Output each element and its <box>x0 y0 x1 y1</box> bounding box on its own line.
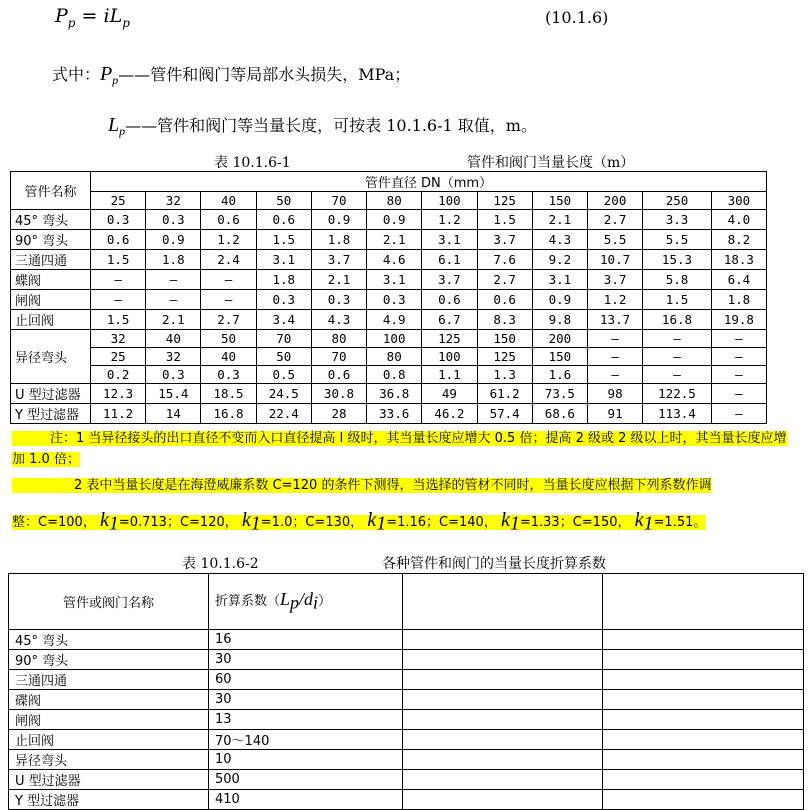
t1-value-cell: — <box>643 348 712 366</box>
t1-value-cell: 0.3 <box>146 366 201 384</box>
table-row <box>9 770 804 790</box>
t2-row-name: 碟阀 <box>9 690 209 710</box>
table-row <box>11 310 767 330</box>
table-row <box>9 650 804 670</box>
t1-value-cell: — <box>711 384 766 404</box>
t1-value-cell: 6.7 <box>422 310 477 330</box>
t2-row-name: Y 型过滤器 <box>9 790 209 810</box>
t1-value-cell: 2.4 <box>201 250 256 270</box>
t1-dn-cell: 32 <box>146 192 201 210</box>
table-row <box>11 210 767 230</box>
t1-value-cell: 2.7 <box>587 210 642 230</box>
t1-value-cell: 68.6 <box>532 404 587 424</box>
t2-row-value: 70～140 <box>209 730 403 750</box>
t1-row-name: Y 型过滤器 <box>11 404 91 424</box>
t1-row-name: U 型过滤器 <box>11 384 91 404</box>
table2-caption-title: 各种管件和阀门的当量长度折算系数 <box>382 556 606 572</box>
t1-value-cell: 32 <box>91 330 146 348</box>
t1-value-cell: 2.7 <box>477 270 532 290</box>
k-symbol: k <box>241 509 251 531</box>
t2-row-value: 30 <box>209 650 403 670</box>
t1-value-cell: 9.2 <box>532 250 587 270</box>
t1-value-cell: 25 <box>91 348 146 366</box>
t1-value-cell: 113.4 <box>643 404 712 424</box>
t2-empty-cell <box>403 650 603 670</box>
table-row <box>11 348 767 366</box>
t2-row-name: U 型过滤器 <box>9 770 209 790</box>
t1-value-cell: 0.3 <box>367 290 422 310</box>
table-row <box>11 404 767 424</box>
t1-value-cell: 2.1 <box>532 210 587 230</box>
t1-dn-cell: 100 <box>422 192 477 210</box>
t1-value-cell: 122.5 <box>643 384 712 404</box>
t1-value-cell: 9.8 <box>532 310 587 330</box>
t1-value-cell: 3.1 <box>532 270 587 290</box>
table-row <box>11 230 767 250</box>
k-subscript: 1 <box>250 512 261 535</box>
t1-value-cell: 3.7 <box>587 270 642 290</box>
t1-value-cell: 0.6 <box>256 210 311 230</box>
t1-value-cell: 0.9 <box>532 290 587 310</box>
t1-value-cell: — <box>711 404 766 424</box>
t2-empty-cell <box>403 790 603 810</box>
t2-row-name: 闸阀 <box>9 710 209 730</box>
t1-value-cell: 1.2 <box>422 210 477 230</box>
equivalent-length-table <box>10 171 767 424</box>
t1-value-cell: 3.7 <box>422 270 477 290</box>
t1-row-name: 止回阀 <box>11 310 91 330</box>
table-row <box>9 690 804 710</box>
table-row <box>11 250 767 270</box>
t1-value-cell: 1.8 <box>146 250 201 270</box>
t1-value-cell: — <box>711 330 766 348</box>
t1-value-cell: — <box>643 330 712 348</box>
t1-value-cell: 4.9 <box>367 310 422 330</box>
t1-row-name: 45° 弯头 <box>11 210 91 230</box>
t1-value-cell: 1.1 <box>422 366 477 384</box>
t2-empty-cell <box>403 670 603 690</box>
coefficient-k: =0.713； <box>118 515 180 530</box>
t1-value-cell: 0.3 <box>91 210 146 230</box>
where-line: 式中：$P_p——$管件和阀门等局部水头损失，MPa； <box>52 63 411 88</box>
t2-row-value: 500 <box>209 770 403 790</box>
t1-value-cell: 12.3 <box>91 384 146 404</box>
t1-value-cell: 18.3 <box>711 250 766 270</box>
t2-empty-cell <box>603 770 804 790</box>
t1-value-cell: 6.1 <box>422 250 477 270</box>
t1-value-cell: 28 <box>311 404 366 424</box>
t1-value-cell: 46.2 <box>422 404 477 424</box>
t1-value-cell: 0.9 <box>367 210 422 230</box>
k-symbol: k <box>367 509 377 531</box>
t1-value-cell: 15.4 <box>146 384 201 404</box>
t1-value-cell: 0.6 <box>201 210 256 230</box>
t2-row-value: 60 <box>209 670 403 690</box>
t1-value-cell: 1.8 <box>311 230 366 250</box>
t1-value-cell: 98 <box>587 384 642 404</box>
t1-value-cell: 0.9 <box>146 230 201 250</box>
note-1: 注：1 当异径接头的出口直径不变而入口直径提高 I 级时，其当量长度应增大 0.5 倍；提高 2 级或 2 级以上时，其当量长度应增加 1.0 倍； <box>12 431 787 467</box>
t2-empty-cell <box>603 710 804 730</box>
t1-value-cell: — <box>643 366 712 384</box>
t2-empty-cell <box>603 574 804 630</box>
t1-dn-cell: 125 <box>477 192 532 210</box>
t1-value-cell: — <box>201 270 256 290</box>
t1-value-cell: 5.5 <box>643 230 712 250</box>
t1-value-cell: 4.0 <box>711 210 766 230</box>
t1-value-cell: 0.6 <box>311 366 366 384</box>
t2-empty-cell <box>403 750 603 770</box>
t1-value-cell: — <box>711 348 766 366</box>
t1-value-cell: 150 <box>532 348 587 366</box>
t1-value-cell: 8.3 <box>477 310 532 330</box>
t1-value-cell: 33.6 <box>367 404 422 424</box>
coefficient-k: =1.33； <box>519 515 573 530</box>
t1-value-cell: 0.5 <box>256 366 311 384</box>
t2-empty-cell <box>403 574 603 630</box>
table1-caption-id: 表 10.1.6-1 <box>214 155 291 171</box>
t2-row-value: 10 <box>209 750 403 770</box>
t1-value-cell: 3.1 <box>367 270 422 290</box>
t1-value-cell: 0.3 <box>256 290 311 310</box>
t1-value-cell: 50 <box>201 330 256 348</box>
t1-value-cell: 0.3 <box>311 290 366 310</box>
t1-value-cell: — <box>587 348 642 366</box>
t2-header-name: 管件或阀门名称 <box>9 574 209 630</box>
t1-value-cell: 1.5 <box>643 290 712 310</box>
t1-value-cell: 22.4 <box>256 404 311 424</box>
t1-value-cell: — <box>201 290 256 310</box>
coefficient-k: =1.0； <box>260 515 306 530</box>
t1-dn-cell: 70 <box>311 192 366 210</box>
t1-value-cell: 6.4 <box>711 270 766 290</box>
t1-value-cell: 80 <box>367 348 422 366</box>
t1-value-cell: 3.7 <box>311 250 366 270</box>
t1-value-cell: 7.6 <box>477 250 532 270</box>
table-row <box>9 750 804 770</box>
t1-value-cell: 0.6 <box>422 290 477 310</box>
t2-empty-cell <box>403 710 603 730</box>
t1-value-cell: 1.6 <box>532 366 587 384</box>
t1-value-cell: 13.7 <box>587 310 642 330</box>
t1-value-cell: 1.2 <box>587 290 642 310</box>
t1-value-cell: 70 <box>256 330 311 348</box>
t2-empty-cell <box>603 690 804 710</box>
t1-row-name: 三通四通 <box>11 250 91 270</box>
t1-value-cell: 2.7 <box>201 310 256 330</box>
coefficient-c: C=120， <box>179 515 238 530</box>
lp-definition: $L_p——$管件和阀门等当量长度，可按表 10.1.6-1 取值，m。 <box>108 114 537 139</box>
t1-value-cell: 11.2 <box>91 404 146 424</box>
t1-value-cell: 30.8 <box>311 384 366 404</box>
t1-value-cell: 5.5 <box>587 230 642 250</box>
t1-value-cell: 3.3 <box>643 210 712 230</box>
t1-value-cell: 2.1 <box>146 310 201 330</box>
t1-dn-cell: 80 <box>367 192 422 210</box>
t1-value-cell: 3.7 <box>477 230 532 250</box>
t1-value-cell: 0.2 <box>91 366 146 384</box>
t1-value-cell: — <box>146 270 201 290</box>
note-2: 2 表中当量长度是在海澄威廉系数 C=120 的条件下测得，当选择的管材不同时，当量长度应根据下列系数作调 <box>12 478 711 493</box>
t1-dn-cell: 25 <box>91 192 146 210</box>
t2-empty-cell <box>603 790 804 810</box>
t1-value-cell: 15.3 <box>643 250 712 270</box>
k-subscript: 1 <box>108 512 119 535</box>
t2-empty-cell <box>403 630 603 650</box>
coefficient-c: C=130， <box>305 515 364 530</box>
t1-value-cell: 4.6 <box>367 250 422 270</box>
table-row <box>11 366 767 384</box>
t1-header-name: 管件名称 <box>11 172 91 210</box>
t1-value-cell: 0.9 <box>311 210 366 230</box>
t1-value-cell: 125 <box>422 330 477 348</box>
t1-value-cell: 1.3 <box>477 366 532 384</box>
t1-value-cell: 200 <box>532 330 587 348</box>
t1-value-cell: — <box>587 366 642 384</box>
t1-value-cell: 1.5 <box>91 310 146 330</box>
t1-value-cell: 91 <box>587 404 642 424</box>
t1-value-cell: 40 <box>201 348 256 366</box>
t1-value-cell: — <box>587 330 642 348</box>
t1-value-cell: 1.2 <box>201 230 256 250</box>
table-row <box>9 790 804 810</box>
t1-value-cell: 49 <box>422 384 477 404</box>
t1-header-dn: 管件直径 DN（mm） <box>91 172 767 192</box>
t2-row-name: 90° 弯头 <box>9 650 209 670</box>
coefficient-c: C=140， <box>439 515 497 530</box>
t2-header-factor: 折算系数$(L_p/d_i)$ <box>209 574 403 630</box>
coefficient-k: =1.51。 <box>653 515 707 530</box>
t1-value-cell: — <box>711 366 766 384</box>
k-subscript: 1 <box>376 512 387 535</box>
t1-value-cell: 150 <box>477 330 532 348</box>
t1-value-cell: 2.1 <box>367 230 422 250</box>
t2-empty-cell <box>403 690 603 710</box>
t1-value-cell: 0.3 <box>146 210 201 230</box>
table-row <box>9 730 804 750</box>
t1-dn-cell: 300 <box>711 192 766 210</box>
table-row <box>9 710 804 730</box>
coefficient-k: =1.16； <box>386 515 440 530</box>
t2-row-name: 异径弯头 <box>9 750 209 770</box>
t2-empty-cell <box>403 730 603 750</box>
k-symbol: k <box>500 509 510 531</box>
t1-value-cell: — <box>146 290 201 310</box>
table-row <box>11 384 767 404</box>
t1-value-cell: 73.5 <box>532 384 587 404</box>
table-row <box>9 670 804 690</box>
t1-value-cell: — <box>91 290 146 310</box>
t2-row-name: 45° 弯头 <box>9 630 209 650</box>
t1-value-cell: 16.8 <box>643 310 712 330</box>
note-2-coefficients: 整：C=100， $k_1=0.713$；C=120， $k_1=1.0$；C=130， $k_1=1.16$；C=140， $k_1=1.33$；C=150， $k_1=1.51$。 <box>12 509 707 535</box>
t1-value-cell: 1.5 <box>477 210 532 230</box>
t1-value-cell: 8.2 <box>711 230 766 250</box>
k-subscript: 1 <box>509 512 520 535</box>
table-row <box>11 290 767 310</box>
t1-dn-cell: 50 <box>256 192 311 210</box>
t2-row-name: 三通四通 <box>9 670 209 690</box>
t1-row-name: 闸阀 <box>11 290 91 310</box>
t1-value-cell: 4.3 <box>532 230 587 250</box>
t1-value-cell: 40 <box>146 330 201 348</box>
t1-value-cell: 100 <box>367 330 422 348</box>
table-row <box>11 330 767 348</box>
t1-value-cell: 18.5 <box>201 384 256 404</box>
t2-empty-cell <box>603 630 804 650</box>
t2-row-value: 410 <box>209 790 403 810</box>
t1-value-cell: 50 <box>256 348 311 366</box>
table2-caption-id: 表 10.1.6-2 <box>182 556 259 572</box>
t2-row-value: 16 <box>209 630 403 650</box>
t2-empty-cell <box>603 730 804 750</box>
t1-value-cell: 61.2 <box>477 384 532 404</box>
t1-value-cell: 32 <box>146 348 201 366</box>
t1-row-name: 90° 弯头 <box>11 230 91 250</box>
t1-value-cell: 1.8 <box>256 270 311 290</box>
t1-value-cell: 57.4 <box>477 404 532 424</box>
t1-value-cell: 3.4 <box>256 310 311 330</box>
coefficient-c: C=100， <box>38 515 96 530</box>
t1-value-cell: 100 <box>422 348 477 366</box>
t1-value-cell: 1.8 <box>711 290 766 310</box>
t2-empty-cell <box>403 770 603 790</box>
table-row <box>11 270 767 290</box>
t1-value-cell: 0.6 <box>477 290 532 310</box>
t1-value-cell: 0.3 <box>201 366 256 384</box>
t1-row-name: 异径弯头 <box>11 330 91 384</box>
t1-value-cell: 80 <box>311 330 366 348</box>
t1-value-cell: 2.1 <box>311 270 366 290</box>
t1-dn-cell: 200 <box>587 192 642 210</box>
t2-empty-cell <box>603 750 804 770</box>
table-row <box>9 630 804 650</box>
t1-value-cell: 0.8 <box>367 366 422 384</box>
t1-value-cell: 19.8 <box>711 310 766 330</box>
k-symbol: k <box>634 509 644 531</box>
t2-empty-cell <box>603 650 804 670</box>
t1-value-cell: 5.8 <box>643 270 712 290</box>
t2-empty-cell <box>603 670 804 690</box>
equation-number: (10.1.6) <box>545 8 609 27</box>
t1-value-cell: 3.1 <box>422 230 477 250</box>
t2-row-name: 止回阀 <box>9 730 209 750</box>
conversion-factor-table <box>8 573 804 810</box>
t1-value-cell: 125 <box>477 348 532 366</box>
t1-value-cell: 4.3 <box>311 310 366 330</box>
t1-value-cell: 24.5 <box>256 384 311 404</box>
t1-value-cell: 0.6 <box>91 230 146 250</box>
t1-dn-cell: 250 <box>643 192 712 210</box>
table1-caption-title: 管件和阀门当量长度（m） <box>467 155 635 171</box>
t1-dn-cell: 40 <box>201 192 256 210</box>
t1-value-cell: 10.7 <box>587 250 642 270</box>
t1-value-cell: 3.1 <box>256 250 311 270</box>
t1-value-cell: 16.8 <box>201 404 256 424</box>
t1-row-name: 蝶阀 <box>11 270 91 290</box>
t1-value-cell: 14 <box>146 404 201 424</box>
table-notes <box>12 428 798 538</box>
t1-value-cell: 1.5 <box>91 250 146 270</box>
t2-row-value: 30 <box>209 690 403 710</box>
k-subscript: 1 <box>643 512 654 535</box>
k-symbol: k <box>99 509 109 531</box>
coefficient-c: C=150， <box>572 515 631 530</box>
t1-value-cell: 70 <box>311 348 366 366</box>
t1-value-cell: — <box>91 270 146 290</box>
formula: $P_p = iL_p$ <box>55 5 130 30</box>
t1-dn-cell: 150 <box>532 192 587 210</box>
t1-value-cell: 1.5 <box>256 230 311 250</box>
t1-value-cell: 36.8 <box>367 384 422 404</box>
t2-row-value: 13 <box>209 710 403 730</box>
